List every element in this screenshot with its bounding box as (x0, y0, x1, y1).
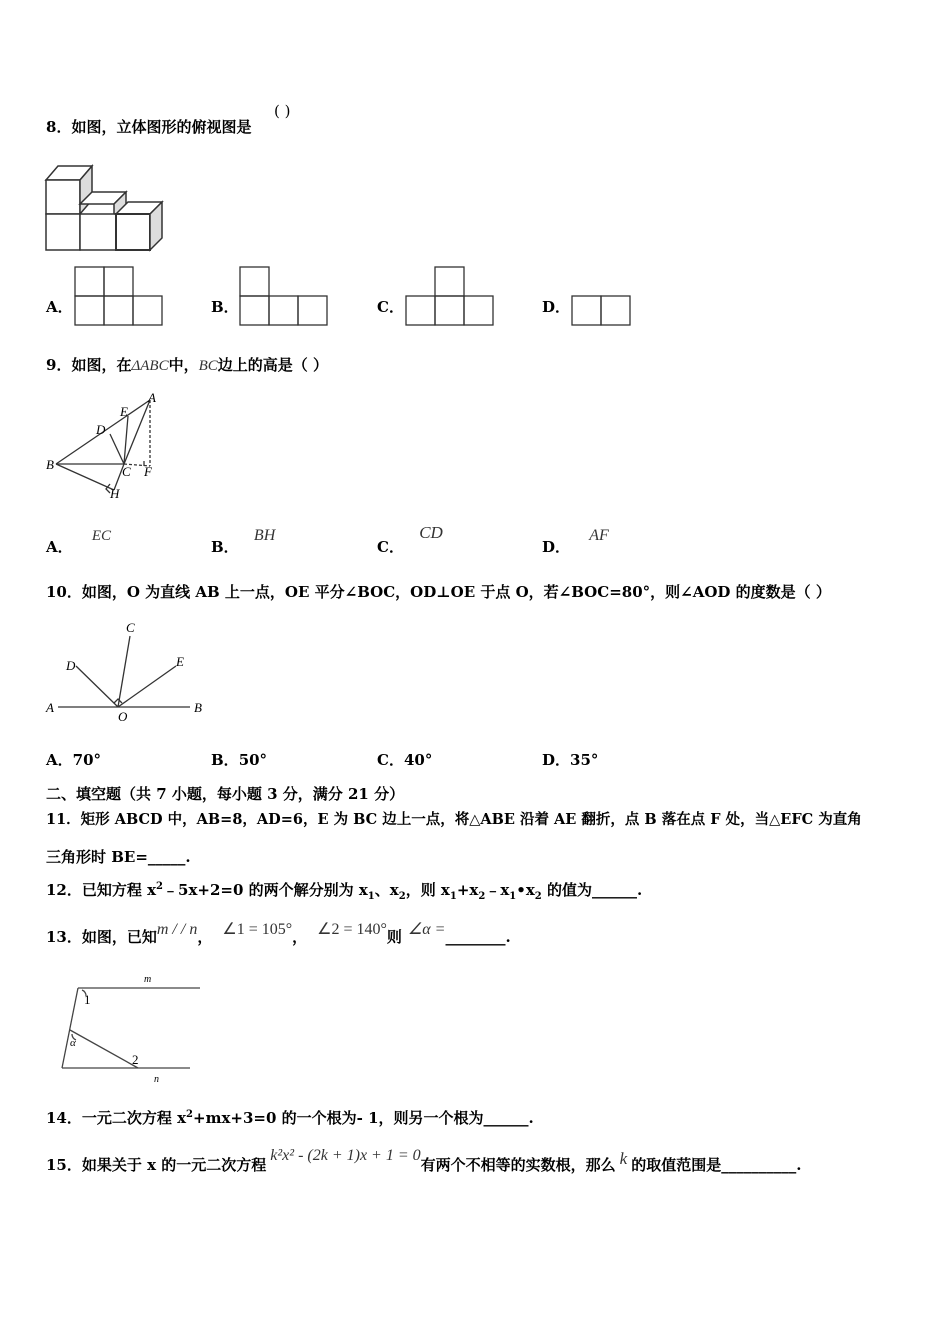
q9-label-f: F (144, 464, 152, 479)
q8-option-d-figure[interactable] (571, 295, 633, 327)
question-14 (46, 1107, 534, 1128)
triangle-abc: ΔABC (131, 358, 169, 374)
q13-angle-1: ∠1 = 105° (222, 921, 293, 938)
q10-label-a: A (46, 700, 54, 715)
q8-option-c-figure[interactable] (405, 266, 495, 326)
q13-label-m: m (144, 974, 152, 985)
q10-option-b[interactable] (211, 749, 267, 770)
q8-option-b-label: B． (211, 298, 239, 316)
q9-triangle-figure (44, 390, 164, 504)
q12-part-5: +x (456, 881, 479, 899)
q8-solid-figure (40, 162, 170, 252)
q10-option-b-value: 50° (238, 751, 268, 769)
q9-option-b-value: BH (253, 527, 276, 544)
q13-comma-2: ， (292, 928, 308, 946)
q9-label-a: A (148, 390, 156, 405)
question-8-number: 8 (46, 118, 57, 136)
q12-sub-3: 1 (449, 891, 457, 902)
q10-option-a-letter: A． (46, 751, 73, 769)
q10-option-d-letter: D． (542, 751, 571, 769)
q10-option-a-value: 70° (72, 751, 102, 769)
q8-option-a-figure[interactable] (74, 266, 164, 326)
q10-option-d[interactable] (542, 749, 598, 770)
question-9-number: 9 (46, 356, 57, 374)
q10-label-b: B (194, 700, 202, 715)
q9-label-c: C (122, 464, 131, 479)
q13-comma-1: ， (197, 928, 213, 946)
q13-parallel-figure (54, 972, 214, 1085)
question-12 (46, 879, 642, 902)
q14-part-1: 14．一元二次方程 x (46, 1109, 187, 1127)
q10-angle-figure (44, 620, 214, 730)
q9-option-b-letter: B． (211, 538, 239, 556)
question-11-line-1: 11．矩形 ABCD 中，AB=8，AD=6，E 为 BC 边上一点，将△ABE 沿着 AE 翻折，点 B 落在点 F 处，当△EFC 为直角 (46, 811, 862, 828)
q8-option-d-label: D． (542, 298, 571, 316)
question-10: 10．如图，O 为直线 AB 上一点，OE 平分∠BOC，OD⊥OE 于点 O，若∠BOC=80°，则∠AOD 的度数是（ ） (46, 583, 831, 601)
q8-option-c-label: C． (377, 298, 404, 316)
q13-angle-alpha: ∠α = (407, 921, 446, 938)
q10-label-d: D (66, 658, 76, 673)
q14-part-2: +mx+3=0 的一个根为- 1，则另一个根为______. (193, 1109, 534, 1127)
question-8-text: ．如图，立体图形的俯视图是 (56, 118, 252, 136)
q9-option-d-letter: D． (542, 538, 571, 556)
q12-sub-1: 1 (367, 891, 375, 902)
q9-label-h: H (110, 486, 120, 501)
q15-part-2: 有两个不相等的实数根，那么 (420, 1156, 616, 1174)
question-9-text-1: ．如图，在 (56, 356, 132, 374)
q12-sub-6: 2 (534, 891, 542, 902)
q10-option-c-value: 40° (403, 751, 433, 769)
q15-part-3: 的取值范围是__________. (631, 1156, 802, 1174)
segment-bc: BC (198, 358, 218, 374)
q13-label-2: 2 (132, 1052, 139, 1067)
q15-k: k (619, 1149, 628, 1168)
question-9 (46, 354, 328, 375)
q9-option-a-value: EC (91, 528, 112, 544)
q9-option-d[interactable] (542, 527, 609, 557)
q13-label-alpha: α (70, 1037, 76, 1049)
q13-angle-2: ∠2 = 140° (317, 921, 387, 938)
q9-option-c-value: CD (419, 523, 443, 542)
q9-option-b[interactable] (211, 527, 276, 557)
question-9-text-3: 边上的高是（ ） (217, 356, 329, 374)
q9-label-b: B (46, 457, 54, 472)
question-13 (46, 921, 511, 947)
q10-option-c[interactable] (377, 749, 432, 770)
q15-part-1: 15．如果关于 x 的一元二次方程 (46, 1156, 267, 1174)
q10-option-d-value: 35° (570, 751, 599, 769)
q10-label-c: C (126, 620, 135, 635)
q13-label-n: n (154, 1074, 159, 1085)
q12-part-1: 12．已知方程 x (46, 881, 157, 899)
q13-part-1: 13．如图，已知 (46, 928, 157, 946)
question-8 (46, 116, 251, 137)
q12-sup: 2 (156, 881, 164, 892)
question-11-line-2: 三角形时 BE=_____. (46, 848, 191, 866)
q12-part-6: ﹣x (485, 881, 510, 899)
q12-part-8: 的值为______. (541, 881, 643, 899)
q10-option-a[interactable] (46, 749, 101, 770)
q12-part-4: ，则 x (405, 881, 450, 899)
q9-label-e: E (120, 404, 128, 419)
question-8-paren: ( ) (274, 102, 291, 120)
q13-label-1: 1 (84, 992, 91, 1007)
q8-option-b-figure[interactable] (239, 266, 329, 326)
q12-part-2: ﹣5x+2=0 的两个解分别为 x (163, 881, 368, 899)
q12-part-7: •x (516, 881, 535, 899)
q12-part-3: 、x (374, 881, 399, 899)
section-2-title: 二、填空题（共 7 小题，每小题 3 分，满分 21 分） (46, 785, 405, 803)
q10-label-e: E (176, 654, 184, 669)
q15-equation: k²x² - (2k + 1)x + 1 = 0 (270, 1147, 421, 1164)
q10-label-o: O (118, 709, 128, 724)
q13-part-2: 则 (386, 928, 402, 946)
q12-sub-4: 2 (478, 891, 486, 902)
q8-option-a-label: A． (46, 298, 73, 316)
question-15 (46, 1147, 802, 1175)
q9-option-d-value: AF (589, 527, 609, 544)
question-9-text-2: 中， (168, 356, 199, 374)
q9-option-a[interactable] (46, 528, 112, 557)
q10-option-b-letter: B． (211, 751, 239, 769)
q9-option-c[interactable] (377, 523, 443, 557)
q9-label-d: D (96, 422, 106, 437)
q13-blank: ________. (445, 928, 511, 946)
q12-sub-2: 2 (398, 891, 406, 902)
q14-sup: 2 (186, 1109, 194, 1120)
q9-option-c-letter: C． (377, 538, 404, 556)
q9-option-a-letter: A． (46, 538, 73, 556)
q12-sub-5: 1 (509, 891, 517, 902)
q13-m-parallel-n: m / / n (156, 921, 198, 938)
q10-option-c-letter: C． (377, 751, 404, 769)
